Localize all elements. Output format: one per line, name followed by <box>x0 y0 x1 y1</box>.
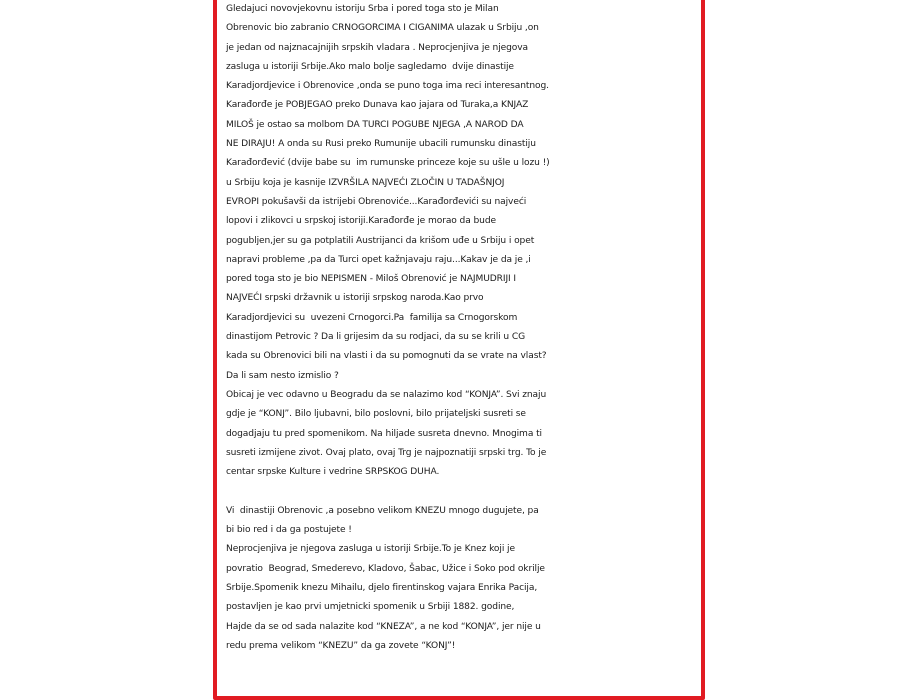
text-line: Karađorđe je POBJEGAO preko Dunava kao jajara od Turaka,a KNJAZ <box>226 100 529 111</box>
text-line: redu prema velikom “KNEZU” da ga zovete “KONJ”! <box>226 640 456 651</box>
text-line: u Srbiju koja je kasnije IZVRŠILA NAJVEĆI ZLOČIN U TADAŠNJOJ <box>226 177 505 188</box>
text-line: pored toga sto je bio NEPISMEN - Miloš Obrenović je NAJMUDRIJI I <box>226 274 517 285</box>
text-line: Karadjordjevici su uvezeni Crnogorci.Pa familija sa Crnogorskom <box>226 312 518 323</box>
text-line: EVROPI pokušavši da istrijebi Obrenoviće...Karađorđevići su najveći <box>226 196 527 207</box>
text-line: Da li sam nesto izmislio ? <box>226 370 339 381</box>
text-line: postavljen je kao prvi umjetnicki spomenik u Srbiji 1882. godine, <box>226 602 515 613</box>
text-line: susreti izmijene zivot. Ovaj plato, ovaj Trg je najpoznatiji srpski trg. To je <box>226 447 547 458</box>
text-line: Gledajuci novovjekovnu istoriju Srba i pored toga sto je Milan <box>226 4 499 14</box>
text-line: je jedan od najznacajnijih srpskih vladara . Neprocjenjiva je njegova <box>226 42 529 53</box>
text-line: zasluga u istoriji Srbije.Ako malo bolje sagledamo dvije dinastije <box>226 61 514 72</box>
text-line: NAJVEĆI srpski državnik u istoriji srpskog naroda.Kao prvo <box>226 293 484 304</box>
text-line: Obicaj je vec odavno u Beogradu da se nalazimo kod “KONJA”. Svi znaju <box>226 389 547 400</box>
text-line: Neprocjenjiva je njegova zasluga u istoriji Srbije.To je Knez koji je <box>226 544 515 555</box>
text-line: kada su Obrenovici bili na vlasti i da su pomognuti da se vrate na vlast? <box>226 351 547 362</box>
text-line: dogadjaju tu pred spomenikom. Na hiljade susreta dnevno. Mnogima ti <box>226 428 542 439</box>
text-line: MILOŠ je ostao sa molbom DA TURCI POGUBE NJEGA ,A NAROD DA <box>226 119 524 130</box>
text-line: pogubljen,jer su ga potplatili Austrijanci da krišom uđe u Srbiju i opet <box>226 235 535 246</box>
paragraph-gap <box>226 482 701 501</box>
text-line: Vi dinastiji Obrenovic ,a posebno velikom KNEZU mnogo dugujete, pa <box>226 505 539 516</box>
text-line: povratio Beograd, Smederevo, Kladovo, Šabac, Užice i Soko pod okrilje <box>226 563 545 574</box>
text-line: Karađorđević (dvije babe su im rumunske princeze koje su ušle u lozu !) <box>226 158 550 169</box>
text-line: lopovi i zlikovci u srpskoj istoriji.Karađorđe je morao da bude <box>226 216 496 227</box>
text-line: Karadjordjevice i Obrenovice ,onda se puno toga ima reci interesantnog. <box>226 81 549 92</box>
text-line: dinastijom Petrovic ? Da li grijesim da su rodjaci, da su se krili u CG <box>226 332 526 343</box>
text-line: napravi probleme ,pa da Turci opet kažnjavaju raju...Kakav je da je ,i <box>226 254 531 265</box>
text-line: bi bio red i da ga postujete ! <box>226 525 352 536</box>
post-text <box>226 0 701 656</box>
text-line: Srbije.Spomenik knezu Mihailu, djelo firentinskog vajara Enrika Pacija, <box>226 582 538 593</box>
text-line: Hajde da se od sada nalazite kod “KNEZA”, a ne kod “KONJA”, jer nije u <box>226 621 541 632</box>
text-line: NE DIRAJU! A onda su Rusi preko Rumunije ubacili rumunsku dinastiju <box>226 139 536 150</box>
text-line: Obrenovic bio zabranio CRNOGORCIMA I CIGANIMA ulazak u Srbiju ,on <box>226 23 539 34</box>
text-line: gdje je “KONJ”. Bilo ljubavni, bilo poslovni, bilo prijateljski susreti se <box>226 409 526 420</box>
text-line: centar srpske Kulture i vedrine SRPSKOG DUHA. <box>226 467 440 478</box>
